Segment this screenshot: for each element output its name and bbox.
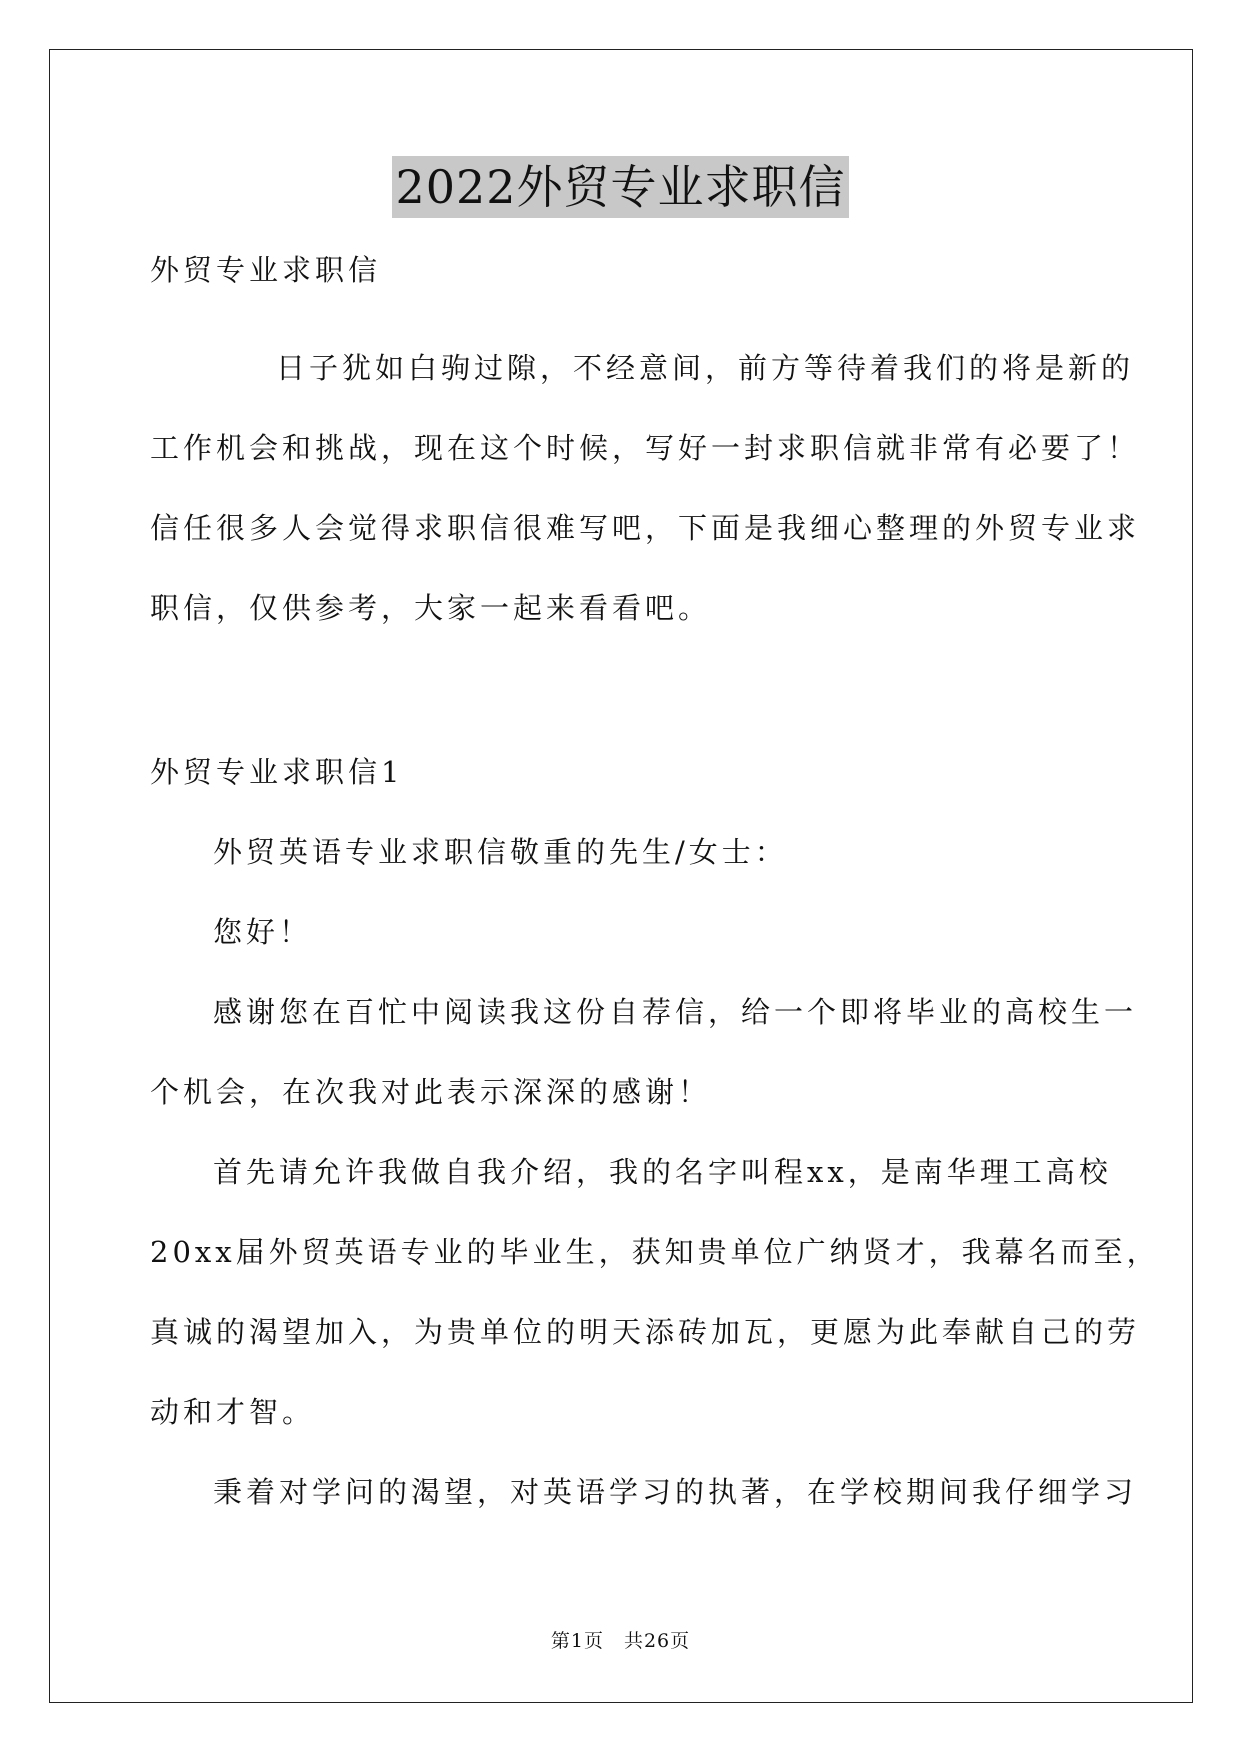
paragraph-line: 个机会，在次我对此表示深深的感谢！ (150, 1075, 712, 1109)
document-title: 2022外贸专业求职信 (392, 156, 848, 218)
paragraph-line: 秉着对学问的渴望，对英语学习的执著，在学校期间我仔细学习 (213, 1475, 1138, 1509)
section-heading: 外贸专业求职信 (150, 253, 382, 287)
section-heading: 外贸专业求职信1 (150, 755, 404, 789)
paragraph-line: 工作机会和挑战，现在这个时候，写好一封求职信就非常有必要了！ (150, 431, 1141, 465)
paragraph-line: 真诚的渴望加入，为贵单位的明天添砖加瓦，更愿为此奉献自己的劳 (150, 1315, 1141, 1349)
paragraph-line: 职信，仅供参考，大家一起来看看吧。 (150, 591, 712, 625)
paragraph-line: 20xx届外贸英语专业的毕业生，获知贵单位广纳贤才，我幕名而至， (150, 1235, 1160, 1269)
title-container (0, 156, 1241, 218)
salutation-line: 外贸英语专业求职信敬重的先生/女士： (213, 835, 788, 869)
paragraph-line: 信任很多人会觉得求职信很难写吧，下面是我细心整理的外贸专业求 (150, 511, 1141, 545)
paragraph-line: 首先请允许我做自我介绍，我的名字叫程xx，是南华理工高校 (213, 1155, 1112, 1189)
paragraph-line: 感谢您在百忙中阅读我这份自荐信，给一个即将毕业的高校生一 (213, 995, 1138, 1029)
page-footer: 第1页 共26页 (550, 1630, 691, 1652)
paragraph-line: 动和才智。 (150, 1395, 316, 1429)
greeting-line: 您好！ (213, 915, 313, 949)
paragraph-line: 日子犹如白驹过隙，不经意间，前方等待着我们的将是新的 (276, 351, 1135, 385)
page-border (49, 49, 1193, 1703)
